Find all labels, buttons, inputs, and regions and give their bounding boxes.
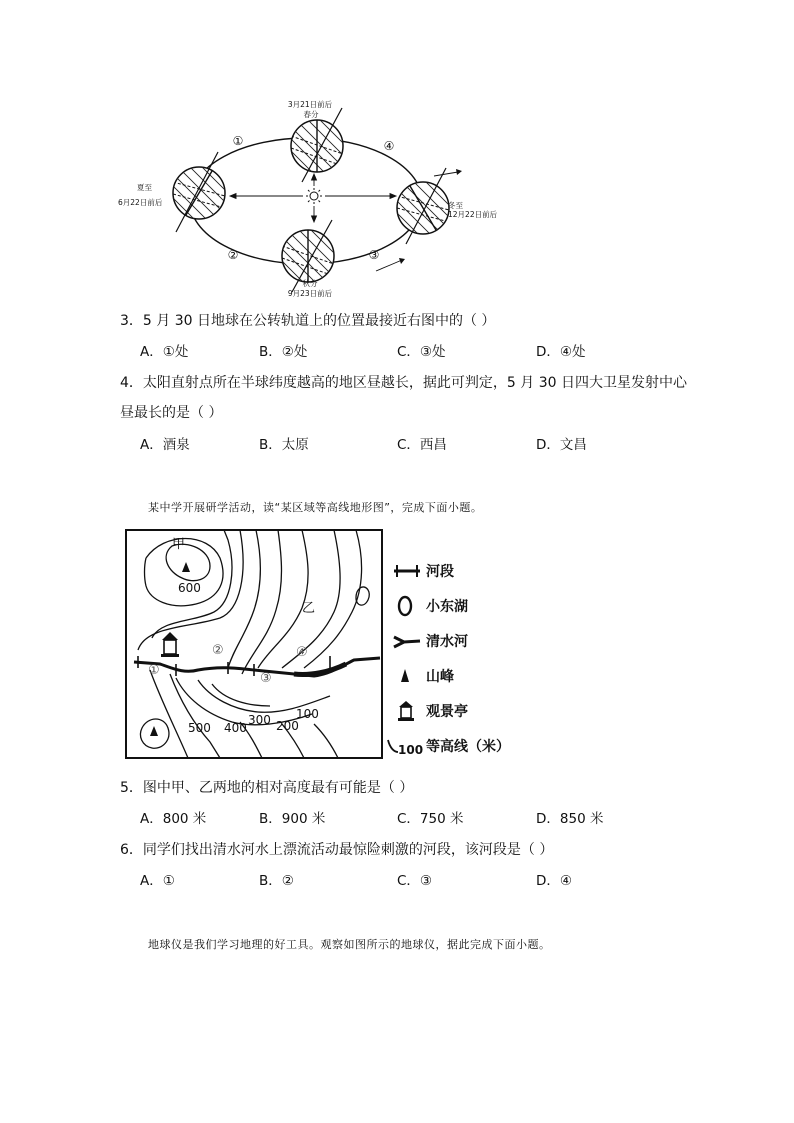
legend-contour	[384, 734, 510, 758]
q5-option-c[interactable]: C．750 米	[397, 811, 464, 827]
marker-2: ②	[227, 248, 239, 262]
legend-pavilion-label: 观景亭	[426, 704, 468, 720]
question-5-stem: 5．图中甲、乙两地的相对高度最有可能是（ ）	[120, 780, 414, 796]
legend-contour-label: 等高线（米）	[426, 739, 510, 755]
legend-lake-label: 小东湖	[426, 599, 468, 615]
segment-2-label: ②	[212, 643, 224, 658]
legend-pavilion	[392, 699, 468, 723]
summer-label: 夏至	[137, 183, 152, 192]
q3-option-d[interactable]: D．④处	[536, 344, 586, 360]
sun-icon	[306, 188, 322, 204]
q6-option-c[interactable]: C．③	[397, 873, 433, 889]
orbit-direction-arrow	[376, 258, 405, 271]
legend-lake	[392, 594, 468, 618]
summer-date-label: 6月22日前后	[118, 198, 163, 207]
autumn-label: 秋分	[302, 279, 318, 288]
q3-option-c[interactable]: C．③处	[397, 344, 446, 360]
earth-orbit-diagram	[110, 96, 520, 302]
q3-option-b[interactable]: B．②处	[259, 344, 308, 360]
question-4-stem-line-1: 4．太阳直射点所在半球纬度越高的地区昼越长，据此可判定，5 月 30 日四大卫星发射中心	[120, 375, 687, 391]
question-3-stem: 3．5 月 30 日地球在公转轨道上的位置最接近右图中的（ ）	[120, 313, 496, 329]
legend-peak	[392, 664, 454, 688]
lake-icon	[392, 594, 426, 618]
q5-option-b[interactable]: B．900 米	[259, 811, 326, 827]
point-jia-label: 甲	[172, 537, 186, 552]
legend-river-segment-label: 河段	[426, 564, 454, 580]
q6-option-d[interactable]: D．④	[536, 873, 572, 889]
sun-ray-arrows	[230, 174, 396, 222]
contour-icon	[384, 734, 426, 758]
q4-option-a[interactable]: A．酒泉	[140, 437, 190, 453]
segment-3-label: ③	[260, 671, 272, 686]
winter-date-label: 12月22日前后	[448, 210, 498, 219]
q4-option-c[interactable]: C．西昌	[397, 437, 447, 453]
contour-400-label: 400	[224, 721, 247, 735]
q4-option-b[interactable]: B．太原	[259, 437, 309, 453]
marker-3: ③	[368, 248, 380, 262]
q4-option-d[interactable]: D．文昌	[536, 437, 587, 453]
contour-600-label: 600	[178, 581, 201, 595]
legend-contour-value: 100	[398, 743, 424, 757]
contour-map	[124, 528, 386, 762]
contour-300-label: 300	[248, 713, 271, 727]
legend-river-label: 清水河	[426, 634, 468, 650]
pavilion-icon	[392, 699, 426, 723]
river-segment-icon	[392, 559, 426, 583]
contour-200-label: 200	[276, 719, 299, 733]
legend-peak-label: 山峰	[426, 669, 454, 685]
river-icon	[392, 629, 426, 653]
legend-river-segment	[392, 559, 454, 583]
winter-label: 冬至	[448, 201, 463, 210]
segment-4-label: ④	[296, 645, 308, 660]
point-yi-label: 乙	[302, 601, 316, 616]
marker-4: ④	[383, 139, 395, 153]
section-intro-contour-map: 某中学开展研学活动，读“某区域等高线地形图”，完成下面小题。	[148, 501, 483, 514]
spring-date-label: 3月21日前后	[287, 100, 333, 109]
legend-river	[392, 629, 468, 653]
segment-1-label: ①	[148, 663, 160, 678]
contour-500-label: 500	[188, 721, 211, 735]
contour-100-label: 100	[296, 707, 319, 721]
q5-option-a[interactable]: A．800 米	[140, 811, 207, 827]
q6-option-b[interactable]: B．②	[259, 873, 294, 889]
marker-1: ①	[232, 134, 244, 148]
q6-option-a[interactable]: A．①	[140, 873, 175, 889]
autumn-date-label: 9月23日前后	[287, 289, 333, 298]
q3-option-a[interactable]: A．①处	[140, 344, 189, 360]
question-4-stem-line-2: 昼最长的是（ ）	[120, 405, 223, 421]
peak-icon	[392, 664, 426, 688]
question-6-stem: 6．同学们找出清水河水上漂流活动最惊险刺激的河段，该河段是（ ）	[120, 842, 554, 858]
q5-option-d[interactable]: D．850 米	[536, 811, 604, 827]
section-intro-globe: 地球仪是我们学习地理的好工具。观察如图所示的地球仪，据此完成下面小题。	[148, 938, 551, 951]
spring-label: 春分	[303, 110, 319, 119]
